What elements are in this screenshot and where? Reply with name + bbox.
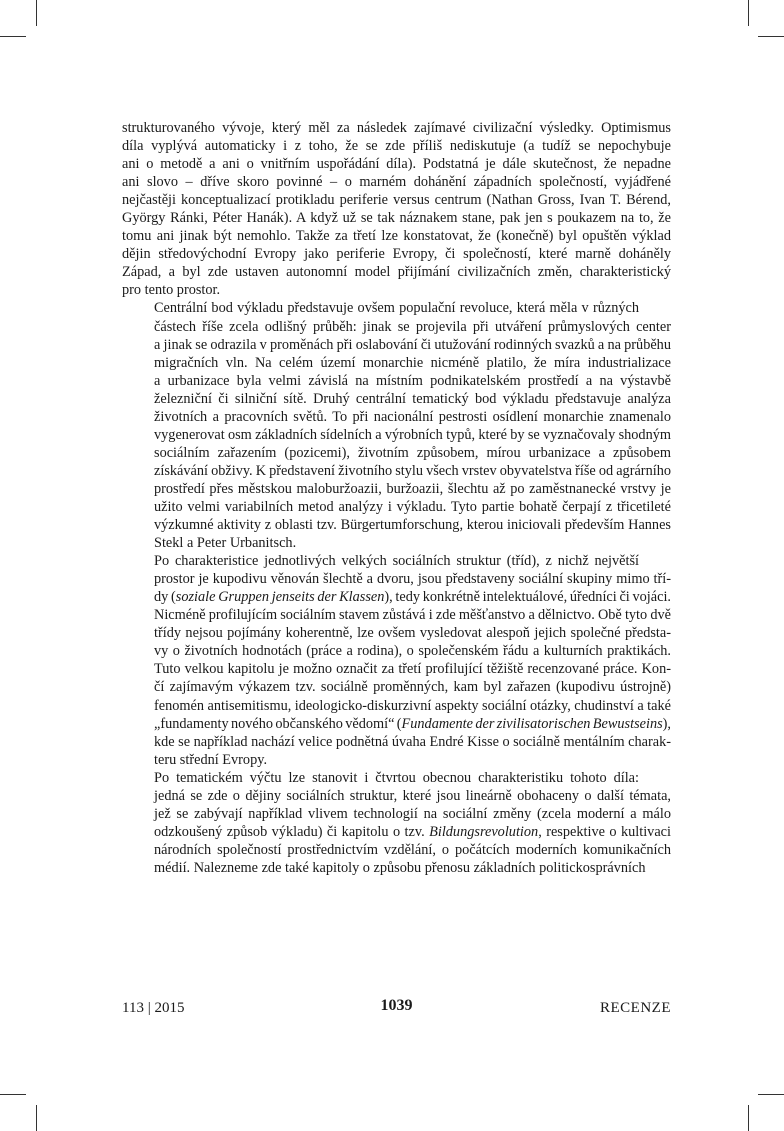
text-line	[122, 480, 671, 498]
text-line	[122, 227, 671, 245]
text-line	[122, 697, 671, 715]
text-line	[122, 173, 671, 191]
text-run: vy o životních hodnotách (práce a rodina), o společenském řádu a kulturních praktikách.	[154, 643, 671, 660]
text-line	[122, 444, 671, 462]
text-line	[122, 642, 671, 660]
text-line	[122, 660, 671, 678]
text-run: jedná se zde o dějiny sociálních struktur, které jsou lineárně obohaceny o další témata,	[154, 787, 671, 804]
text-line	[122, 462, 671, 480]
text-run: Centrální bod výkladu představuje ovšem populační revoluce, která měla v různých	[154, 300, 639, 317]
crop-mark-top-right	[748, 0, 749, 26]
crop-mark-left-top	[0, 36, 26, 37]
text-line	[122, 733, 671, 751]
text-line	[122, 191, 671, 209]
text-line	[122, 787, 671, 805]
text-line	[122, 715, 671, 733]
crop-mark-left-bottom	[0, 1094, 26, 1095]
text-run: národních společností prostřednictvím vzdělání, o počátcích moderních komunikačních	[154, 841, 671, 858]
text-line	[122, 588, 671, 606]
text-run: Západ, a byl zde ustaven autonomní model přijímání civilizačních změn, charakteristický	[122, 264, 671, 281]
crop-mark-bottom-left	[36, 1105, 37, 1131]
crop-mark-bottom-right	[748, 1105, 749, 1131]
paragraph	[122, 299, 671, 552]
text-line	[122, 426, 671, 444]
text-run: třídy nejsou pojímány koherentně, lze ovšem vysledovat alespoň jejich společné předsta-	[154, 625, 671, 642]
text-run: odzkoušený způsob výkladu) či kapitolu o tzv.	[154, 823, 430, 840]
text-run: Stekl a Peter Urbanitsch.	[154, 535, 297, 552]
text-run: ani o metodě a ani o vnitřním uspořádání díla). Podstatná je dále skutečnost, že nepadne	[122, 156, 672, 173]
text-run: ani slovo – dříve skoro povinné – o marném dohánění západních společností, vyjádřené	[122, 174, 671, 191]
text-line	[122, 841, 671, 859]
text-run: a jinak se odrazila v proměnách při oslabování či utužování rodinných svazků a na průběhu	[154, 336, 671, 353]
text-line	[122, 390, 671, 408]
text-run: výzkumné aktivity z oblasti tzv. Bürgertumforschung, kterou iniciovali především Hannes	[154, 517, 671, 534]
text-line	[122, 245, 671, 263]
crop-mark-right-top	[758, 36, 784, 37]
text-run: ), tedy konkrétně intelektuálové, úředníci či vojáci.	[384, 589, 671, 606]
text-run: Nicméně profilujícím sociálním stavem zůstává i zde měšťanstvo a dělnictvo. Obě tyto dvě	[154, 607, 671, 624]
text-run: pro tento prostor.	[122, 282, 221, 299]
page-number: 1039	[380, 997, 413, 1014]
text-line	[122, 372, 671, 390]
text-run: prostor je kupodivu věnován šlechtě a dvoru, jsou představeny sociální skupiny mimo tří-	[154, 571, 671, 588]
text-run: nejčastěji konceptualizací protikladu periferie versus centrum (Nathan Gross, Ivan T. Bérend,	[122, 192, 671, 209]
text-run: prostředí přes městskou maloburžoazii, buržoazii, šlechtu až po zaměstnanecké vrstvy je	[154, 480, 671, 497]
text-line	[122, 859, 671, 877]
text-run: vygenerovat osm základních sídelních a výrobních typů, které by se vyznačovaly shodným	[154, 426, 671, 443]
text-run: „fundamenty nového občanského vědomí“ (	[154, 715, 402, 732]
text-run: strukturovaného vývoje, který měl za následek zajímavé civilizační výsledky. Optimismus	[122, 120, 671, 136]
text-line	[122, 678, 671, 696]
issue-label: 113 | 2015	[122, 1000, 185, 1016]
text-run: železniční či silniční sítě. Druhý centrální tematický bod výkladu představuje analýza	[154, 390, 671, 407]
text-run: Tuto velkou kapitolu je možno označit za třetí profilující těžiště recenzované práce. Kon-	[154, 661, 671, 678]
text-run: ),	[662, 715, 672, 732]
paragraph	[122, 769, 671, 877]
text-run: díla vyplývá automaticky i z toho, že se zde příliš nediskutuje (a tudíž se nepochybuje	[122, 138, 671, 155]
text-line	[122, 805, 671, 823]
text-line	[122, 354, 671, 372]
text-run: sociálním zařazením (pozicemi), životním způsobem, mírou urbanizace a způsobem	[154, 444, 671, 461]
text-run: čí zajímavým výkazem tzv. sociálně proměnných, kam byl zařazen (kupodivu ústrojně)	[154, 679, 671, 696]
text-run: kde se například nachází velice podnětná úvaha Endré Kisse o sociálně mentálním charak-	[154, 733, 671, 750]
text-line	[122, 751, 671, 769]
text-run: jež se zabývají například vlivem technologií na sociální změny (zcela moderní a málo	[154, 805, 671, 822]
text-line	[122, 281, 671, 299]
text-run: Po tematickém výčtu lze stanovit i čtvrtou obecnou charakteristiku tohoto díla:	[154, 769, 639, 786]
text-line	[122, 570, 671, 588]
italic-text: Bildungsrevolution	[429, 823, 539, 840]
text-run: migračních vln. Na celém území monarchie nicméně platilo, že míra industrializace	[154, 354, 671, 371]
italic-text: soziale Gruppen jenseits der Klassen	[175, 589, 385, 606]
italic-text: Fundamente der zivilisatorischen Bewustseins	[401, 715, 663, 732]
text-line	[122, 408, 671, 426]
text-line	[122, 336, 671, 354]
text-line	[122, 534, 671, 552]
text-run: teru střední Evropy.	[154, 751, 268, 768]
text-run: užito velmi variabilních metod analýzy i výkladu. Tyto partie bohatě čerpají z třicetileté	[154, 498, 671, 515]
text-line	[122, 552, 671, 570]
paragraph	[122, 119, 671, 299]
text-line	[122, 263, 671, 281]
text-run: Po charakteristice jednotlivých velkých sociálních struktur (tříd), z nichž největší	[154, 553, 639, 570]
text-run: , respektive o kultivaci	[538, 823, 671, 840]
text-run: a urbanizace byla velmi závislá na místním podnikatelském prostředí a na výstavbě	[154, 372, 671, 389]
text-line	[122, 155, 671, 173]
text-run: médií. Nalezneme zde také kapitoly o způsobu přenosu základních politickosprávních	[154, 859, 646, 876]
text-line	[122, 498, 671, 516]
text-line	[122, 624, 671, 642]
text-line	[122, 137, 671, 155]
text-run: fenomén antisemitismu, ideologicko-diskurzivní aspekty sociální otázky, chudinství a také	[154, 697, 671, 714]
crop-mark-top-left	[36, 0, 37, 26]
text-line	[122, 299, 671, 317]
text-line	[122, 606, 671, 624]
text-line	[122, 318, 671, 336]
text-line	[122, 119, 671, 137]
text-run: tomu ani jinak být nemohlo. Takže za třetí lze konstatovat, že (konečně) byl opuštěn výklad	[122, 228, 671, 245]
text-line	[122, 823, 671, 841]
crop-mark-right-bottom	[758, 1094, 784, 1095]
section-label: RECENZE	[600, 1000, 671, 1016]
text-run: György Ránki, Péter Hanák). A když už se tak náznakem stane, pak jen s poukazem na to, že	[122, 210, 671, 227]
text-line	[122, 769, 671, 787]
text-run: dy (	[154, 589, 176, 606]
text-run: částech říše zcela odlišný průběh: jinak se projevila při utváření průmyslových center	[154, 318, 671, 335]
text-run: získávání obživy. K představení životního stylu všech vrstev obyvatelstva říše od agrárního	[154, 462, 671, 479]
text-line	[122, 516, 671, 534]
text-run: dějin středovýchodní Evropy jako periferie Evropy, či společností, které marně doháněly	[122, 246, 671, 263]
body-text	[122, 119, 671, 877]
text-line	[122, 209, 671, 227]
text-run: životních a pracovních světů. To při nacionální pestrosti osídlení monarchie znamenalo	[154, 408, 671, 425]
paragraph	[122, 552, 671, 769]
